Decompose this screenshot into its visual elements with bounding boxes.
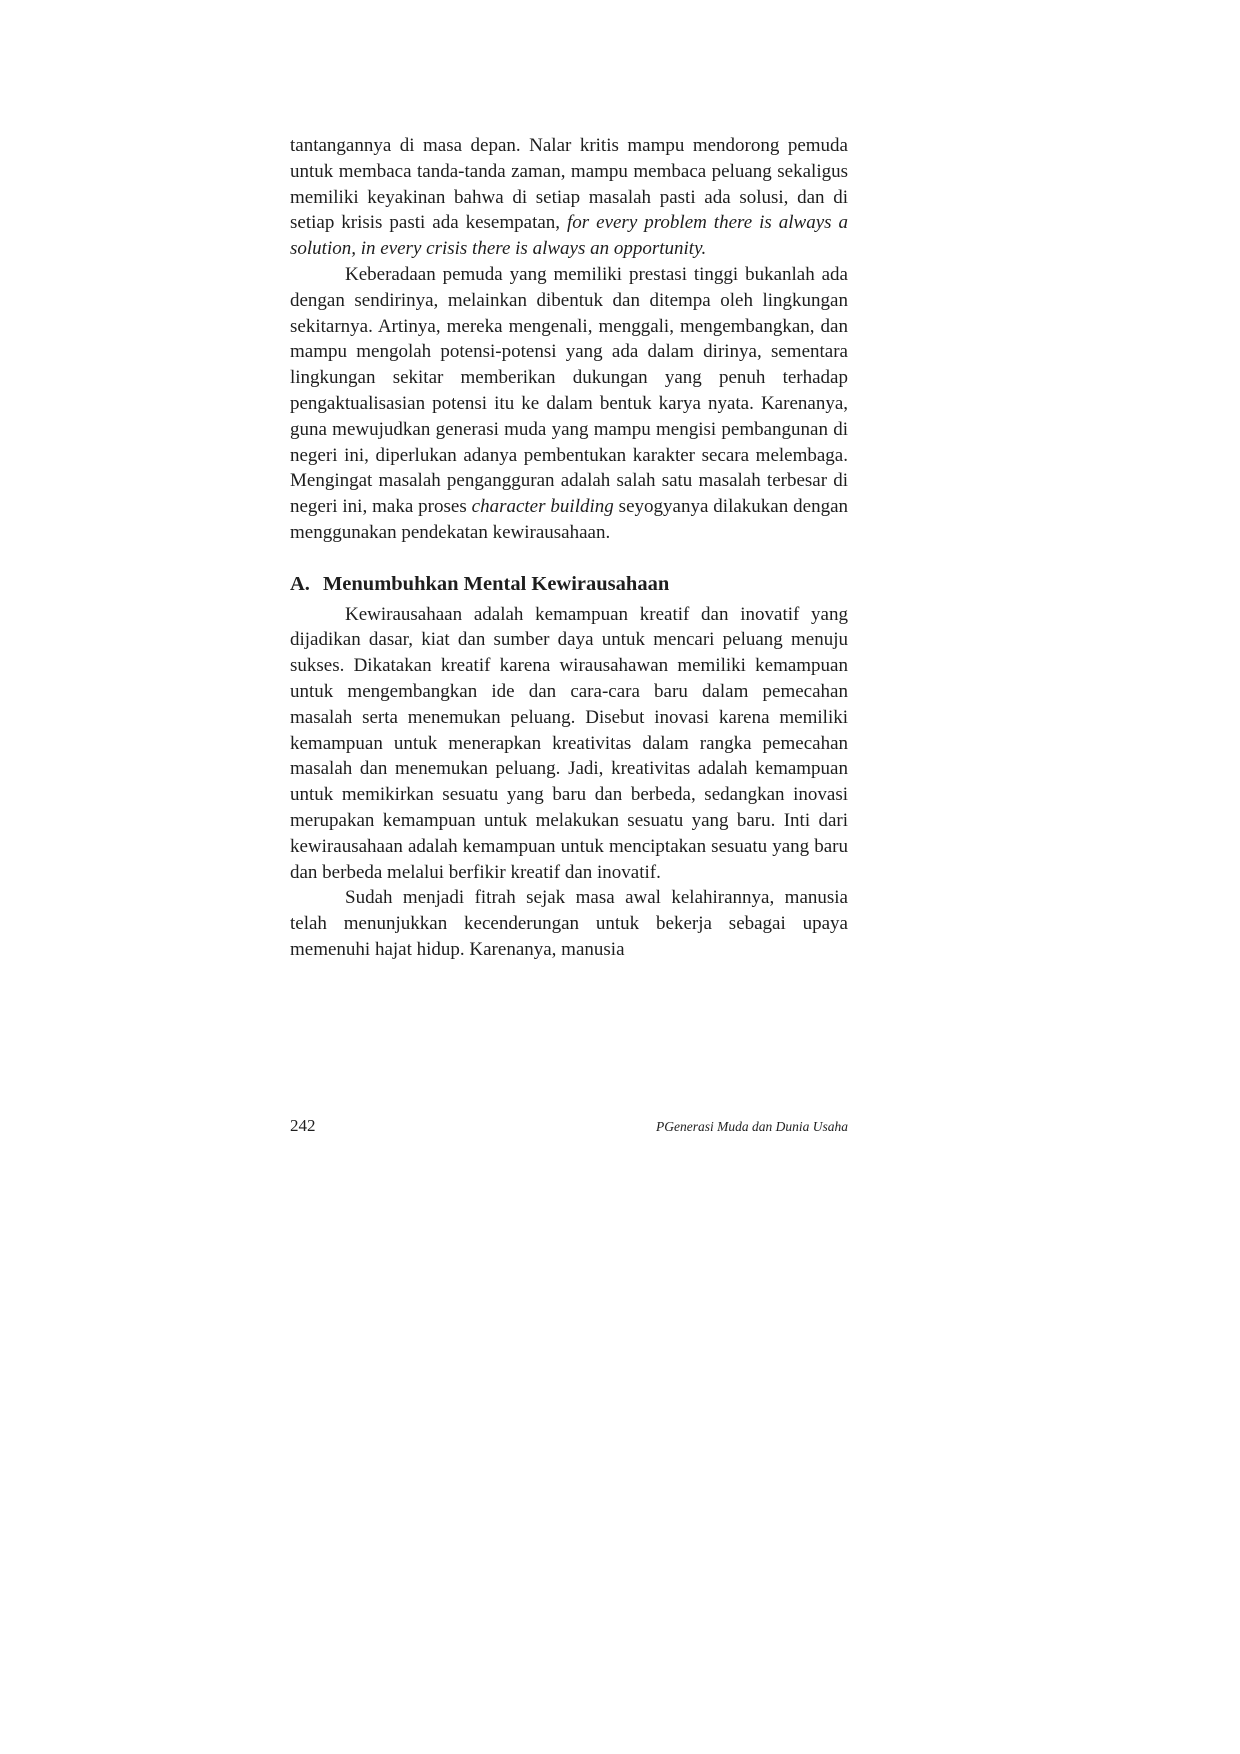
paragraph-text: Kewirausahaan adalah kemampuan kreatif dan inovatif yang dijadikan dasar, kiat dan sumber daya untuk mencari peluang menuju sukses. Dikatakan kreatif karena wirausahawan memiliki kemampuan untuk mengembangkan ide dan cara-cara baru dalam pemecahan masalah serta menemukan peluang. Disebut inovasi karena memiliki kemampuan untuk menerapkan kreativitas dalam rangka pemecahan masalah dan menemukan peluang. Jadi, kreativitas adalah kemampuan untuk memikirkan sesuatu yang baru dan berbeda, sedangkan inovasi merupakan kemampuan untuk melakukan sesuatu yang baru. Inti dari kewirausahaan adalah kemampuan untuk menciptakan sesuatu yang baru dan berbeda melalui berfikir kreatif dan inovatif. — [290, 603, 848, 883]
running-title: PGenerasi Muda dan Dunia Usaha — [656, 1119, 848, 1134]
paragraph-text: Sudah menjadi fitrah sejak masa awal kelahirannya, manusia telah menunjukkan kecenderungan untuk bekerja sebagai upaya memenuhi hajat hidup. Karenanya, manusia — [290, 887, 848, 960]
paragraph-text: tantangannya di masa depan. Nalar kritis mampu mendorong pemuda untuk membaca tanda-tanda zaman, mampu membaca peluang sekaligus memiliki keyakinan bahwa di setiap masalah pasti ada solusi, dan di setiap krisis pasti ada kesempatan, — [290, 135, 848, 234]
page-body-text — [290, 133, 848, 963]
paragraph — [290, 262, 848, 546]
page-number: 242 — [290, 1116, 316, 1135]
page-footer — [290, 1116, 848, 1136]
paragraph-text-italic: character building — [471, 496, 614, 518]
paragraph-text-italic: for every problem there is always a solution, in every crisis there is always an opportunity. — [290, 212, 848, 260]
section-heading-label: A. — [290, 572, 310, 595]
paragraph-text: Keberadaan pemuda yang memiliki prestasi tinggi bukanlah ada dengan sendirinya, melainkan dibentuk dan ditempa oleh lingkungan sekitarnya. Artinya, mereka mengenali, menggali, mengembangkan, dan mampu mengolah potensi-potensi yang ada dalam dirinya, sementara lingkungan sekitar memberikan dukungan yang penuh terhadap pengaktualisasian potensi itu ke dalam bentuk karya nyata. Karenanya, guna mewujudkan generasi muda yang mampu mengisi pembangunan di negeri ini, diperlukan adanya pembentukan karakter secara melembaga. Mengingat masalah pengangguran adalah salah satu masalah terbesar di negeri ini, maka proses — [290, 263, 848, 518]
paragraph — [290, 885, 848, 962]
paragraph-text: seyogyanya dilakukan dengan menggunakan pendekatan kewirausahaan. — [290, 496, 848, 543]
paragraph-continuation — [290, 133, 848, 262]
section-heading — [290, 572, 848, 598]
paragraph — [290, 602, 848, 886]
section-heading-text: Menumbuhkan Mental Kewirausahaan — [322, 572, 670, 595]
